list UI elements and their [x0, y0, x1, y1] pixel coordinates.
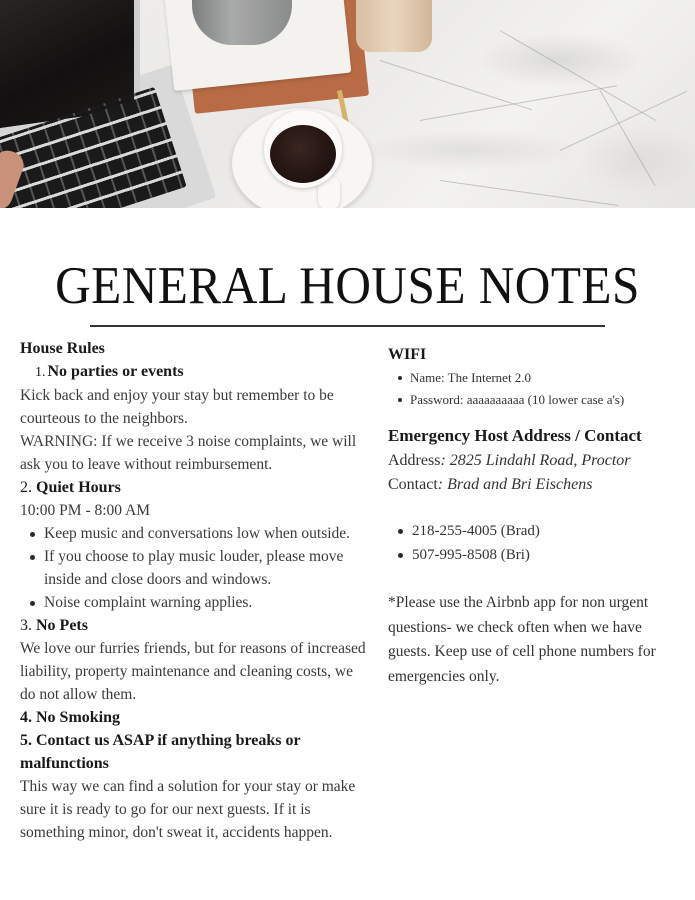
rule-3-number: 3.	[20, 617, 32, 634]
address-line	[388, 449, 688, 473]
rule-1-title: No parties or events	[47, 363, 184, 380]
rule-3-paragraph: We love our furries friends, but for reasons of increased liability, property maintenance and cleaning costs, we do not allow them.	[20, 640, 366, 703]
rule-5-paragraph: This way we can find a solution for your stay or make sure it is ready to go for our next guests. If it is something minor, don't sweat it, accidents happen.	[20, 778, 356, 841]
marble-vein	[380, 60, 532, 110]
page-title: GENERAL HOUSE NOTES	[55, 257, 640, 315]
rule-4-heading	[20, 706, 370, 729]
phone-bri: 507-995-8508 (Bri)	[394, 543, 688, 567]
title-divider	[90, 325, 605, 327]
rule-3-heading	[20, 614, 370, 637]
house-rules-section	[20, 337, 370, 844]
rule-3-title: No Pets	[36, 617, 88, 634]
wifi-name: Name: The Internet 2.0	[394, 367, 688, 389]
wooden-cup	[356, 0, 432, 52]
rule-2-heading	[20, 476, 370, 499]
rule-1-number: 1.	[35, 365, 46, 380]
rule-5-number: 5.	[20, 732, 32, 749]
phone-brad: 218-255-4005 (Brad)	[394, 519, 688, 543]
phone-list	[388, 519, 688, 567]
house-rules-heading: House Rules	[20, 340, 105, 357]
list-item: Noise complaint warning applies.	[26, 591, 370, 614]
rule-4-number: 4.	[20, 709, 32, 726]
rule-1-warning: WARNING: If we receive 3 noise complaints, we will ask you to leave without reimbursement.	[20, 433, 357, 473]
rule-2-number: 2.	[20, 479, 32, 496]
coffee	[270, 125, 336, 183]
emergency-heading: Emergency Host Address / Contact	[388, 426, 642, 445]
rule-1-heading	[20, 360, 370, 384]
airbnb-note: *Please use the Airbnb app for non urgent questions- we check often when we have guests. Keep use of cell phone numbers for emergencies only.	[388, 594, 656, 685]
marble-vein	[420, 85, 617, 121]
address-label: Address	[388, 452, 441, 469]
wifi-password: Password: aaaaaaaaaa (10 lower case a's)	[394, 389, 688, 411]
rule-5-heading	[20, 729, 370, 775]
contact-value: : Brad and Bri Eischens	[437, 476, 593, 493]
rule-1-paragraph: Kick back and enjoy your stay but remember to be courteous to the neighbors.	[20, 387, 334, 427]
quiet-hours-time: 10:00 PM - 8:00 AM	[20, 502, 151, 519]
marble-vein	[560, 91, 687, 151]
contact-line	[388, 473, 688, 497]
list-item: Keep music and conversations low when outside.	[26, 522, 370, 545]
rule-2-title: Quiet Hours	[36, 479, 121, 496]
info-section	[388, 343, 688, 689]
contact-label: Contact	[388, 476, 438, 493]
list-item: If you choose to play music louder, please move inside and close doors and windows.	[26, 545, 370, 591]
wifi-list	[388, 367, 688, 411]
quiet-hours-list	[20, 522, 370, 614]
wifi-heading: WIFI	[388, 346, 427, 363]
hero-photo	[0, 0, 695, 208]
marble-vein	[440, 180, 618, 206]
address-value: : 2825 Lindahl Road, Proctor	[440, 452, 631, 469]
rule-5-title: Contact us ASAP if anything breaks or malfunctions	[20, 732, 301, 772]
rule-4-title: No Smoking	[36, 709, 121, 726]
